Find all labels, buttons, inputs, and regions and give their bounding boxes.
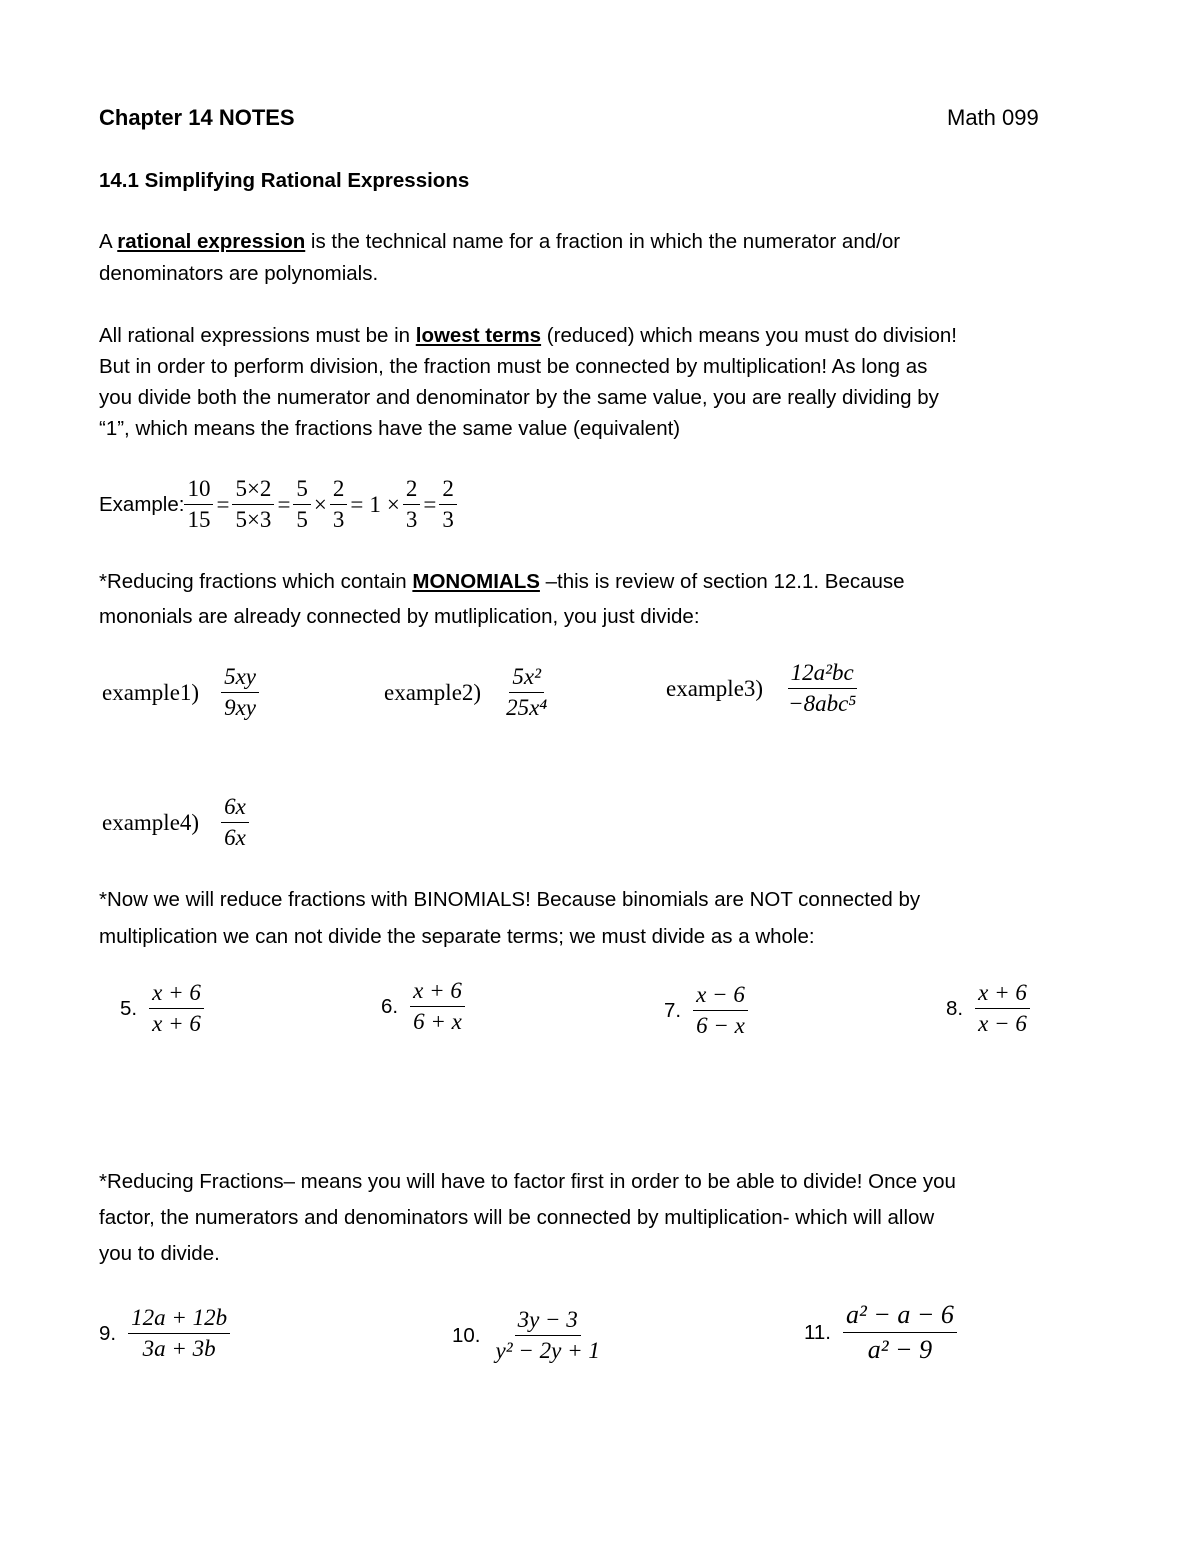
paragraph-line-1 — [99, 324, 957, 348]
binomials-line-2: multiplication we can not divide the separate terms; we must divide as a whole: — [99, 925, 815, 948]
numerator: x + 6 — [149, 980, 204, 1009]
problem-5 — [120, 980, 204, 1037]
fraction — [184, 476, 213, 533]
equals: = — [216, 491, 230, 517]
chapter-title: Chapter 14 NOTES — [99, 105, 295, 130]
denominator: 3a + 3b — [142, 1336, 216, 1361]
fraction — [128, 1305, 230, 1362]
denominator: 3 — [332, 507, 345, 532]
numerator: 3y − 3 — [515, 1307, 581, 1336]
one: 1 — [369, 491, 381, 517]
numerator: 12a + 12b — [128, 1305, 230, 1334]
denominator: 9xy — [224, 695, 256, 720]
denominator: 25x⁴ — [506, 695, 548, 720]
example-2 — [384, 664, 550, 721]
example-1 — [102, 664, 259, 721]
text: (reduced) which means you must do division! — [541, 324, 957, 347]
fraction — [975, 980, 1030, 1037]
numerator: x − 6 — [693, 982, 748, 1011]
numerator: 2 — [330, 476, 348, 505]
denominator: 6x — [224, 825, 246, 850]
problem-number: 11. — [804, 1320, 831, 1344]
monomials-line-1 — [99, 570, 905, 594]
text: A — [99, 230, 118, 253]
example-label: example1) — [102, 679, 200, 705]
times: × — [313, 491, 327, 517]
equals: = — [423, 491, 437, 517]
factoring-line-2: factor, the numerators and denominators will be connected by multiplication- which will allow — [99, 1206, 935, 1229]
denominator: 5 — [296, 507, 308, 532]
times: × — [386, 491, 400, 517]
numerator: 10 — [184, 476, 213, 505]
denominator: a² − 9 — [867, 1335, 933, 1364]
problem-6 — [381, 978, 465, 1035]
text: All rational expressions must be in — [99, 324, 416, 347]
text: *Reducing fractions which contain — [99, 570, 413, 593]
paragraph-line-3: you divide both the numerator and denominator by the same value, you are really dividing by — [99, 386, 939, 409]
problem-number: 7. — [664, 998, 682, 1022]
denominator: 6 + x — [413, 1009, 462, 1034]
numerator: a² − a − 6 — [843, 1300, 957, 1333]
problem-10 — [452, 1307, 603, 1364]
denominator: x − 6 — [978, 1011, 1027, 1036]
factoring-line-3: you to divide. — [99, 1242, 220, 1265]
problem-9 — [99, 1305, 230, 1362]
definition-line-2: denominators are polynomials. — [99, 262, 379, 285]
text: is the technical name for a fraction in which the numerator and/or — [305, 230, 901, 253]
numerator: 2 — [403, 476, 421, 505]
fraction — [149, 980, 204, 1037]
numerator: 5 — [293, 476, 311, 505]
denominator: 15 — [187, 507, 211, 532]
problem-number: 5. — [120, 996, 138, 1020]
text: –this is review of section 12.1. Because — [539, 570, 905, 593]
fraction — [503, 664, 550, 721]
fraction — [232, 476, 274, 533]
example-label: Example: — [99, 492, 185, 516]
fraction — [493, 1307, 603, 1364]
problem-number: 9. — [99, 1321, 117, 1345]
fraction — [785, 660, 859, 717]
paragraph-line-4: “1”, which means the fractions have the same value (equivalent) — [99, 417, 681, 440]
fraction — [439, 476, 457, 533]
problem-number: 8. — [946, 996, 964, 1020]
example-label: example3) — [666, 675, 764, 701]
section-heading: 14.1 Simplifying Rational Expressions — [99, 169, 470, 192]
definition-line-1 — [99, 230, 900, 254]
denominator: 5×3 — [235, 507, 272, 532]
denominator: 6 − x — [696, 1013, 745, 1038]
denominator: x + 6 — [152, 1011, 201, 1036]
fraction — [843, 1300, 957, 1365]
term-rational-expression: rational expression — [117, 230, 306, 253]
numerator: 5xy — [221, 664, 259, 693]
equals: = — [277, 491, 291, 517]
numerator: x + 6 — [975, 980, 1030, 1009]
term-monomials: MONOMIALS — [412, 570, 540, 593]
fraction — [221, 664, 259, 721]
fraction — [293, 476, 311, 533]
numerator: 12a²bc — [788, 660, 857, 689]
denominator: 3 — [442, 507, 454, 532]
fraction — [693, 982, 748, 1039]
numerator: 6x — [221, 794, 249, 823]
example-3 — [666, 660, 859, 717]
binomials-line-1: *Now we will reduce fractions with BINOMIALS! Because binomials are NOT connected by — [99, 888, 921, 911]
example-4 — [102, 794, 249, 851]
monomials-line-2: mononials are already connected by mutliplication, you just divide: — [99, 605, 700, 628]
denominator: −8abc⁵ — [788, 691, 857, 716]
numerator: 5x² — [509, 664, 544, 693]
term-lowest-terms: lowest terms — [415, 324, 542, 347]
factoring-line-1: *Reducing Fractions– means you will have to factor first in order to be able to divide! Once you — [99, 1170, 956, 1193]
example-label: example4) — [102, 809, 200, 835]
fraction — [221, 794, 249, 851]
fraction — [403, 476, 421, 533]
problem-7 — [664, 982, 748, 1039]
numerator: x + 6 — [410, 978, 465, 1007]
problem-number: 10. — [452, 1323, 481, 1347]
numerator: 2 — [439, 476, 457, 505]
example-equation — [99, 476, 457, 533]
example-label: example2) — [384, 679, 482, 705]
problem-11 — [804, 1300, 957, 1365]
course-label: Math 099 — [947, 105, 1039, 130]
problem-number: 6. — [381, 994, 399, 1018]
fraction — [330, 476, 348, 533]
paragraph-line-2: But in order to perform division, the fraction must be connected by multiplication! As long as — [99, 355, 928, 378]
denominator: y² − 2y + 1 — [495, 1338, 600, 1363]
fraction — [410, 978, 465, 1035]
problem-8 — [946, 980, 1030, 1037]
denominator: 3 — [405, 507, 418, 532]
equals: = — [350, 491, 364, 517]
numerator: 5×2 — [232, 476, 274, 505]
